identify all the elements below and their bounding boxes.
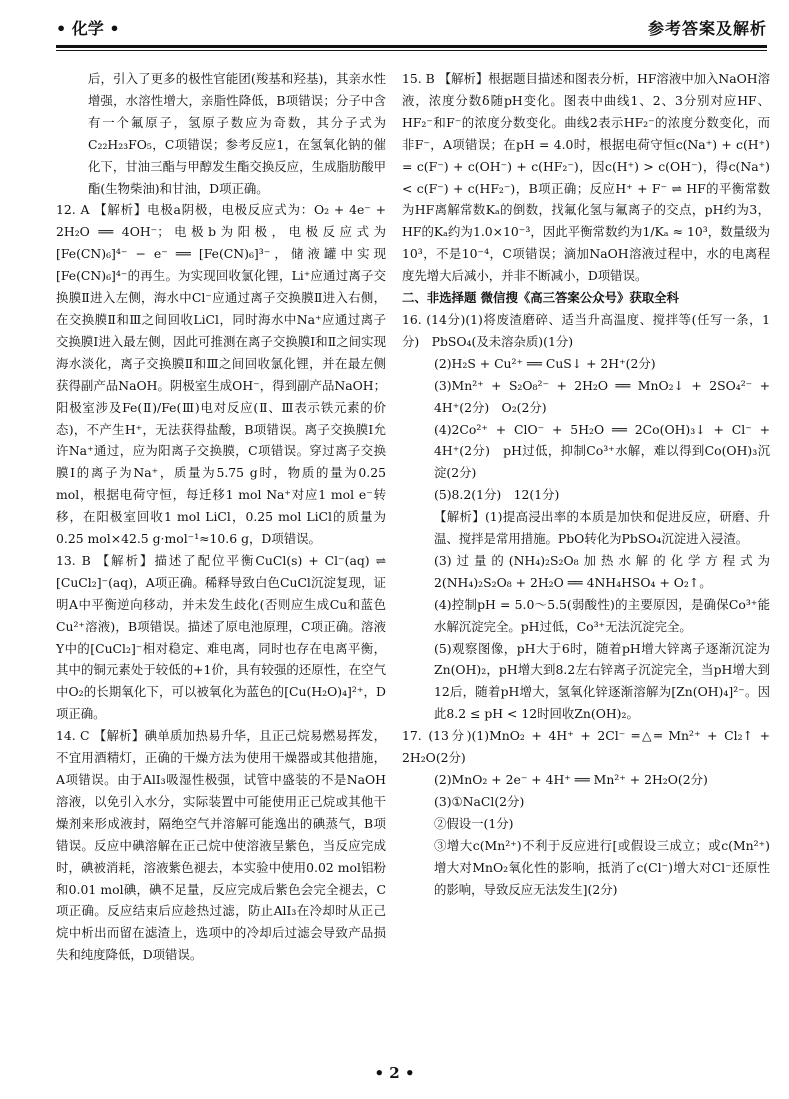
header-rule bbox=[56, 45, 767, 48]
answer-paragraph: (3)①NaCl(2分) bbox=[434, 793, 525, 809]
answer-paragraph: 17. (13分)(1)MnO₂ + 4H⁺ + 2Cl⁻ ═△═ Mn²⁺ + Cl₂↑ + 2H₂O(2分) bbox=[402, 728, 770, 766]
answer-paragraph: 【解析】(1)提高浸出率的本质是加快和促进反应，研磨、升温、搅拌是常用措施。PbO转化为PbSO₄沉淀进入浸渣。 bbox=[434, 509, 770, 547]
subject-label: • 化学 • bbox=[56, 19, 120, 38]
header-rule-thin bbox=[56, 50, 767, 51]
answer-paragraph: 后，引入了更多的极性官能团(羧基和羟基)，其亲水性增强，水溶性增大，亲脂性降低，B项错误；分子中含有一个氟原子，氢原子数应为奇数，其分子式为C₂₂H₂₃FO₅，C项错误；参考反应1，在氢氧化钠的催化下，甘油三酯与甲醇发生酯交换反应，生成脂肪酸甲酯(生物柴油)和甘油，D项正确。 bbox=[88, 71, 386, 196]
answer-paragraph: 12. A 【解析】电极a阴极，电极反应式为：O₂ + 4e⁻ + 2H₂O ══ 4OH⁻；电极b为阳极，电极反应式为[Fe(CN)₆]⁴⁻ − e⁻ ══ [Fe(CN)₆]³⁻，储液罐中实现[Fe(CN)₆]⁴⁻的再生。为实现回收氯化锂，Li⁺应通过离子交换膜Ⅱ进入左侧，海水中Cl⁻应通过离子交换膜Ⅱ进入右侧，在交换膜Ⅱ和Ⅲ之间回收LiCl，同时海水中Na⁺应通过离子交换膜Ⅰ进入最左侧，因此可推测在离子交换膜Ⅰ和Ⅱ之间实现海水淡化，离子交换膜Ⅱ和Ⅲ之间回收氯化锂，并在最左侧获得副产品NaOH。阴极室生成OH⁻，得到副产品NaOH；阳极室涉及Fe(Ⅱ)/Fe(Ⅲ)电对反应(Ⅱ、Ⅲ表示铁元素的价态)，不产生H⁺，无法获得盐酸，B项错误。离子交换膜Ⅰ允许Na⁺通过，应为阳离子交换膜，C项错误。穿过离子交换膜Ⅰ的离子为Na⁺，质量为5.75 g时，物质的量为0.25 mol，根据电荷守恒，每迁移1 mol Na⁺对应1 mol e⁻转移，在阳极室回收1 mol LiCl，0.25 mol LiCl的质量为0.25 mol×42.5 g·mol⁻¹≈10.6 g，D项错误。 bbox=[56, 202, 386, 547]
answer-paragraph: (5)8.2(1分) 12(1分) bbox=[434, 487, 560, 503]
answer-paragraph: (2)MnO₂ + 2e⁻ + 4H⁺ ══ Mn²⁺ + 2H₂O(2分) bbox=[434, 772, 708, 787]
answer-paragraph: ③增大c(Mn²⁺)不利于反应进行[或假设三成立；或c(Mn²⁺)增大对MnO₂氧化性的影响，抵消了c(Cl⁻)增大对Cl⁻还原性的影响，导致反应无法发生](2分) bbox=[434, 837, 770, 897]
left-column bbox=[56, 68, 386, 966]
answer-paragraph: 16. (14分)(1)将废渣磨碎、适当升高温度、搅拌等(任写一条，1分) PbSO₄(及未溶杂质)(1分) bbox=[402, 311, 770, 349]
answer-paragraph: (4)2Co²⁺ + ClO⁻ + 5H₂O ══ 2Co(OH)₃↓ + Cl⁻ + 4H⁺(2分) pH过低，抑制Co³⁺水解，难以得到Co(OH)₃沉淀(2分) bbox=[434, 421, 770, 481]
answer-paragraph: 15. B 【解析】根据题目描述和图表分析，HF溶液中加入NaOH溶液，浓度分数δ随pH变化。图表中曲线1、2、3分别对应HF、HF₂⁻和F⁻的浓度分数变化。曲线2表示HF₂⁻的浓度分数变化，而非F⁻，A项错误；在pH = 4.0时，根据电荷守恒c(Na⁺) + c(H⁺) = c(F⁻) + c(OH⁻) + c(HF₂⁻)，因c(H⁺) > c(OH⁻)，得c(Na⁺) < c(F⁻) + c(HF₂⁻)，B项正确；反应H⁺ + F⁻ ⇌ HF的平衡常数为HF离解常数Kₐ的倒数，找氟化氢与氟离子的交点，pH约为3，HF的Kₐ约为1.0×10⁻³，因此平衡常数约为1/Kₐ ≈ 10³，数量级为10³，不是10⁻⁴，C项错误；滴加NaOH溶液过程中，水的电离程度先增大后减小，并非不断减小，D项错误。 bbox=[402, 71, 770, 284]
answer-paragraph: (3)Mn²⁺ + S₂O₈²⁻ + 2H₂O ══ MnO₂↓ + 2SO₄²⁻ + 4H⁺(2分) O₂(2分) bbox=[434, 377, 770, 415]
answer-paragraph: 13. B 【解析】描述了配位平衡CuCl(s) + Cl⁻(aq) ⇌ [CuCl₂]⁻(aq)，A项正确。稀释导致白色CuCl沉淀复现，证明A中平衡逆向移动，并未发生歧化(否则应生成Cu和蓝色Cu²⁺溶液)，B项错误。描述了原电池原理，C项正确。溶液Y中的[CuCl₂]⁻相对稳定、难电离，同时也存在电离平衡，其中的铜元素处于较低的+1价，具有较强的还原性，在空气中O₂的长期氧化下，可以被氧化为蓝色的[Cu(H₂O)₄]²⁺，D项正确。 bbox=[56, 552, 386, 722]
header-title: 参考答案及解析 bbox=[647, 19, 767, 38]
right-column bbox=[402, 68, 770, 900]
answer-paragraph: (2)H₂S + Cu²⁺ ══ CuS↓ + 2H⁺(2分) bbox=[434, 355, 656, 371]
page-number: • 2 • bbox=[374, 1064, 415, 1082]
answer-paragraph: (5)观察图像，pH大于6时，随着pH增大锌离子逐渐沉淀为Zn(OH)₂，pH增大到8.2左右锌离子沉淀完全，当pH增大到12后，随着pH增大，氢氧化锌逐渐溶解为[Zn(OH)₄]²⁻。因此8.2 ≤ pH < 12时回收Zn(OH)₂。 bbox=[434, 640, 770, 722]
page-header bbox=[56, 14, 767, 40]
answer-paragraph: (4)控制pH = 5.0～5.5(弱酸性)的主要原因，是确保Co³⁺能水解沉淀完全。pH过低，Co³⁺无法沉淀完全。 bbox=[434, 596, 770, 634]
answer-paragraph: ②假设一(1分) bbox=[434, 815, 514, 831]
answer-paragraph: (3)过量的(NH₄)₂S₂O₈加热水解的化学方程式为2(NH₄)₂S₂O₈ + 2H₂O ══ 4NH₄HSO₄ + O₂↑。 bbox=[434, 552, 770, 590]
answer-paragraph: 二、非选择题 微信搜《高三答案公众号》获取全科 bbox=[402, 290, 679, 306]
answer-paragraph: 14. C 【解析】碘单质加热易升华，且正己烷易燃易挥发，不宜用酒精灯，正确的干燥方法为使用干燥器或其他措施，A项错误。由于AlI₃吸湿性极强，试管中盛装的不是NaOH溶液，以免引入水分，实际装置中可能使用正己烷或其他干燥剂来形成液封，隔绝空气并溶解可能逸出的碘蒸气，B项错误。反应中碘溶解在正己烷中使溶液呈紫色，当反应完成时，碘被消耗，溶液紫色褪去，本实验中使用0.02 mol铝粉和0.01 mol碘，碘不足量，反应完成后紫色会完全褪去，C项正确。反应结束后应趁热过滤，防止AlI₃在冷却时从正己烷中析出而留在滤渣上，选项中的冷却后过滤会导致产品损失和纯度降低，D项错误。 bbox=[56, 728, 386, 963]
